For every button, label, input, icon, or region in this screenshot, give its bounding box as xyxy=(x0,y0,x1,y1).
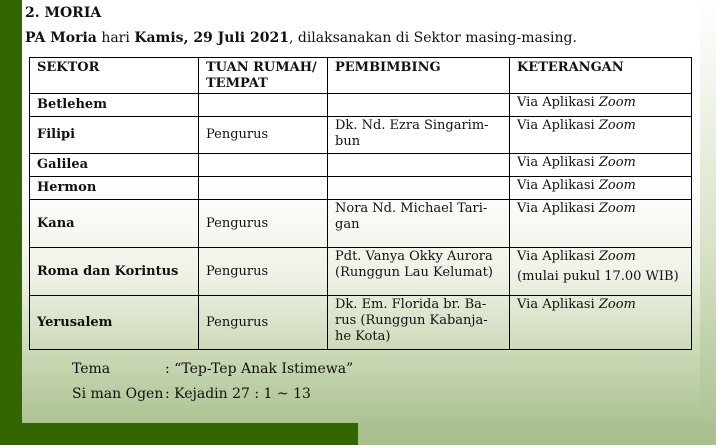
intro-line xyxy=(25,30,577,46)
ket-zoom: Zoom xyxy=(598,297,636,312)
cell-sektor: Galilea xyxy=(30,154,199,177)
ket-zoom: Zoom xyxy=(598,95,636,110)
intro-group: PA Moria xyxy=(25,30,97,46)
ket-zoom: Zoom xyxy=(598,201,636,216)
cell-pembimbing xyxy=(328,94,510,117)
right-margin-bar xyxy=(700,0,716,445)
table-row xyxy=(30,296,692,350)
cell-keterangan xyxy=(510,117,692,154)
cell-keterangan xyxy=(510,154,692,177)
table-row xyxy=(30,177,692,200)
cell-sektor: Betlehem xyxy=(30,94,199,117)
intro-word-hari: hari xyxy=(101,30,130,46)
ket-text: Via Aplikasi xyxy=(517,201,595,216)
table-header-row xyxy=(30,58,692,94)
header-sektor: SEKTOR xyxy=(30,58,199,94)
table-row xyxy=(30,154,692,177)
cell-tuan-rumah: Pengurus xyxy=(199,248,328,296)
cell-pembimbing: Dk. Nd. Ezra Singarim-bun xyxy=(328,117,510,154)
bottom-light-bar xyxy=(358,423,716,445)
ket-zoom: Zoom xyxy=(598,155,636,170)
cell-sektor: Hermon xyxy=(30,177,199,200)
cell-pembimbing: Pdt. Vanya Okky Aurora (Runggun Lau Kelumat) xyxy=(328,248,510,296)
cell-pembimbing: Dk. Em. Florida br. Ba-rus (Runggun Kabanja-he Kota) xyxy=(328,296,510,350)
intro-date: Kamis, 29 Juli 2021 xyxy=(134,30,289,46)
cell-tuan-rumah: Pengurus xyxy=(199,200,328,248)
ket-text: Via Aplikasi xyxy=(517,95,595,110)
cell-keterangan xyxy=(510,296,692,350)
cell-sektor: Roma dan Korintus xyxy=(30,248,199,296)
cell-keterangan xyxy=(510,248,692,296)
header-keterangan: KETERANGAN xyxy=(510,58,692,94)
cell-keterangan xyxy=(510,94,692,117)
left-green-bar xyxy=(0,0,22,445)
section-title: 2. MORIA xyxy=(25,5,102,21)
ket-text: Via Aplikasi xyxy=(517,249,595,264)
cell-sektor: Yerusalem xyxy=(30,296,199,350)
cell-tuan-rumah: Pengurus xyxy=(199,117,328,154)
header-pembimbing: PEMBIMBING xyxy=(328,58,510,94)
tema-line xyxy=(72,361,353,377)
cell-sektor: Filipi xyxy=(30,117,199,154)
cell-tuan-rumah xyxy=(199,177,328,200)
ket-zoom: Zoom xyxy=(598,178,636,193)
ket-extra: (mulai pukul 17.00 WIB) xyxy=(517,269,679,284)
simanogen-label: Si man Ogen xyxy=(72,386,164,402)
cell-tuan-rumah xyxy=(199,154,328,177)
cell-tuan-rumah: Pengurus xyxy=(199,296,328,350)
tema-value: : “Tep-Tep Anak Istimewa” xyxy=(165,361,354,377)
cell-tuan-rumah xyxy=(199,94,328,117)
intro-rest: , dilaksanakan di Sektor masing-masing. xyxy=(288,30,577,46)
ket-zoom: Zoom xyxy=(598,118,636,133)
cell-pembimbing xyxy=(328,177,510,200)
ket-text: Via Aplikasi xyxy=(517,155,595,170)
ket-text: Via Aplikasi xyxy=(517,297,595,312)
ket-text: Via Aplikasi xyxy=(517,178,595,193)
table-row xyxy=(30,248,692,296)
cell-keterangan xyxy=(510,177,692,200)
simanogen-line xyxy=(72,386,311,402)
table-row xyxy=(30,200,692,248)
cell-sektor: Kana xyxy=(30,200,199,248)
bottom-dark-bar xyxy=(0,423,358,445)
table-row xyxy=(30,94,692,117)
cell-pembimbing xyxy=(328,154,510,177)
simanogen-value: : Kejadin 27 : 1 ~ 13 xyxy=(165,386,311,402)
table-row xyxy=(30,117,692,154)
header-tuan-rumah: TUAN RUMAH/ TEMPAT xyxy=(199,58,328,94)
cell-keterangan xyxy=(510,200,692,248)
ket-text: Via Aplikasi xyxy=(517,118,595,133)
cell-pembimbing: Nora Nd. Michael Tari-gan xyxy=(328,200,510,248)
schedule-table xyxy=(29,57,692,350)
tema-label: Tema xyxy=(72,361,111,377)
ket-zoom: Zoom xyxy=(598,249,636,264)
